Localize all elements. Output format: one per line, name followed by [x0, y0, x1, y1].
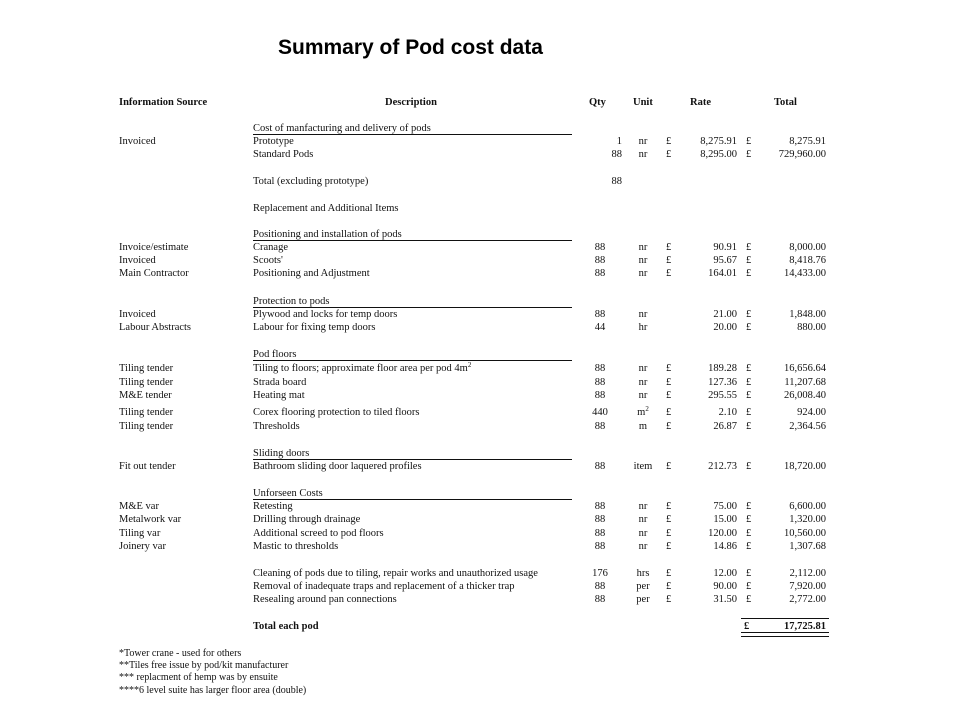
cell-description: Heating mat — [253, 390, 305, 401]
cell-qty: 176 — [592, 568, 608, 579]
cell-total-currency: £ — [746, 568, 752, 579]
section-heading: Sliding doors — [253, 448, 310, 459]
cell-total: 1,848.00 — [789, 309, 826, 320]
cell-qty: 88 — [594, 541, 606, 552]
cell-total: 729,960.00 — [778, 149, 826, 160]
cell-unit: hrs — [636, 568, 650, 579]
cell-description: Additional screed to pod floors — [253, 528, 384, 539]
cell-source: Tiling tender — [119, 421, 174, 432]
cell-unit: m — [638, 421, 648, 432]
cell-rate-currency: £ — [666, 541, 672, 552]
cell-rate-currency: £ — [666, 136, 672, 147]
cell-rate: 26.87 — [713, 421, 737, 432]
cell-qty: 88 — [594, 528, 606, 539]
cell-rate-currency: £ — [666, 461, 672, 472]
column-header-rate: Rate — [690, 97, 711, 108]
cell-total: 880.00 — [797, 322, 826, 333]
cell-rate: 8,275.91 — [700, 136, 737, 147]
cell-rate: 212.73 — [708, 461, 737, 472]
cell-total-currency: £ — [746, 407, 752, 418]
cell-description: Prototype — [253, 136, 294, 147]
footnote: *Tower crane - used for others — [119, 648, 242, 659]
cell-description: Scoots' — [253, 255, 283, 266]
cell-description: Corex flooring protection to tiled floors — [253, 407, 420, 418]
cell-total-currency: £ — [746, 136, 752, 147]
cell-qty: 88 — [594, 501, 606, 512]
cell-total-currency: £ — [746, 363, 752, 374]
cell-rate: 189.28 — [708, 363, 737, 374]
cell-description: Removal of inadequate traps and replacement of a thicker trap — [253, 581, 515, 592]
section-rule — [253, 240, 572, 241]
cell-qty: 440 — [592, 407, 608, 418]
cell-source: Invoiced — [119, 136, 156, 147]
cell-rate-currency: £ — [666, 501, 672, 512]
cell-rate: 295.55 — [708, 390, 737, 401]
cell-qty: 88 — [594, 390, 606, 401]
cell-total: 18,720.00 — [784, 461, 826, 472]
cell-total-currency: £ — [746, 242, 752, 253]
cell-source: Fit out tender — [119, 461, 176, 472]
cell-qty: 88 — [594, 514, 606, 525]
cell-rate-currency: £ — [666, 581, 672, 592]
cell-rate-currency: £ — [666, 568, 672, 579]
superscript-floor-area: 2 — [467, 361, 472, 369]
column-header-unit: Unit — [633, 97, 653, 108]
cell-rate-currency: £ — [666, 594, 672, 605]
cell-description: Tiling to floors; approximate floor area per pod $4m^2$ — [253, 361, 472, 374]
cell-source: Joinery var — [119, 541, 166, 552]
cell-rate-currency: £ — [666, 149, 672, 160]
cell-unit: per — [636, 594, 650, 605]
superscript-corex-unit: 2 — [645, 405, 649, 413]
cell-qty: 88 — [611, 176, 622, 187]
total-each-pod-value: 17,725.81 — [784, 621, 826, 632]
cell-rate: 14.86 — [713, 541, 737, 552]
cell-total-currency: £ — [746, 594, 752, 605]
cell-description: Plywood and locks for temp doors — [253, 309, 398, 320]
cell-description: Standard Pods — [253, 149, 314, 160]
cell-unit: nr — [638, 309, 648, 320]
cell-total-currency: £ — [746, 514, 752, 525]
cell-description: Replacement and Additional Items — [253, 203, 399, 214]
cell-rate: 90.91 — [713, 242, 737, 253]
cell-total: 924.00 — [797, 407, 826, 418]
cell-unit: nr — [638, 149, 648, 160]
cell-unit: nr — [638, 390, 648, 401]
cell-total-currency: £ — [746, 421, 752, 432]
cell-rate-currency: £ — [666, 390, 672, 401]
cell-source: Tiling tender — [119, 363, 174, 374]
cell-description: Cranage — [253, 242, 288, 253]
cell-total-currency: £ — [746, 149, 752, 160]
cell-source: M&E var — [119, 501, 159, 512]
cell-qty: 1 — [616, 136, 622, 147]
cell-rate-currency: £ — [666, 255, 672, 266]
cell-rate: 12.00 — [713, 568, 737, 579]
cell-qty: 88 — [594, 255, 606, 266]
column-header-source: Information Source — [119, 97, 208, 108]
cell-rate: 8,295.00 — [700, 149, 737, 160]
cell-total: 8,000.00 — [789, 242, 826, 253]
cell-rate-currency: £ — [666, 528, 672, 539]
cell-unit: hr — [638, 322, 648, 333]
section-rule — [253, 499, 572, 500]
cell-qty: 88 — [594, 461, 606, 472]
cell-unit: item — [633, 461, 653, 472]
footnote: *** replacment of hemp was by ensuite — [119, 672, 278, 683]
cell-description: Total (excluding prototype) — [253, 176, 369, 187]
cell-qty: 88 — [594, 363, 606, 374]
cell-total-currency: £ — [746, 377, 752, 388]
cell-qty: 88 — [594, 594, 606, 605]
cell-source: Invoiced — [119, 255, 156, 266]
cell-rate-currency: £ — [666, 268, 672, 279]
cell-rate: 21.00 — [713, 309, 737, 320]
cell-total: 1,320.00 — [789, 514, 826, 525]
cell-source: Labour Abstracts — [119, 322, 192, 333]
cell-rate-currency: £ — [666, 377, 672, 388]
cell-total: 2,772.00 — [789, 594, 826, 605]
cell-rate: 90.00 — [713, 581, 737, 592]
cell-source: Tiling tender — [119, 377, 174, 388]
cell-total-currency: £ — [746, 255, 752, 266]
cell-total: 6,600.00 — [789, 501, 826, 512]
cell-total-currency: £ — [746, 581, 752, 592]
section-heading: Unforseen Costs — [253, 488, 323, 499]
cell-unit: nr — [638, 541, 648, 552]
cell-rate: 20.00 — [713, 322, 737, 333]
cell-unit: nr — [638, 136, 648, 147]
cell-qty: 44 — [594, 322, 606, 333]
cell-total: 16,656.64 — [784, 363, 826, 374]
section-heading: Positioning and installation of pods — [253, 229, 402, 240]
cell-unit: nr — [638, 242, 648, 253]
column-header-qty: Qty — [589, 97, 606, 108]
column-header-description: Description — [385, 97, 437, 108]
cell-rate-currency: £ — [666, 242, 672, 253]
cell-total: 8,418.76 — [789, 255, 826, 266]
cell-rate: 31.50 — [713, 594, 737, 605]
cell-rate-currency: £ — [666, 421, 672, 432]
section-heading: Cost of manfacturing and delivery of pods — [253, 123, 431, 134]
cell-qty: 88 — [594, 581, 606, 592]
cell-source: Invoiced — [119, 309, 156, 320]
section-heading: Protection to pods — [253, 296, 330, 307]
cell-source: Tiling tender — [119, 407, 174, 418]
cell-qty: 88 — [611, 149, 622, 160]
cell-qty: 88 — [594, 421, 606, 432]
cell-source: Invoice/estimate — [119, 242, 189, 253]
cell-total-currency: £ — [746, 390, 752, 401]
cell-source: M&E tender — [119, 390, 172, 401]
footnote: **Tiles free issue by pod/kit manufacturer — [119, 660, 289, 671]
cell-unit: $m^2$ — [637, 405, 649, 418]
cell-rate-currency: £ — [666, 363, 672, 374]
cell-description: Retesting — [253, 501, 293, 512]
cell-source: Main Contractor — [119, 268, 189, 279]
cell-rate: 2.10 — [718, 407, 737, 418]
cell-unit: per — [636, 581, 650, 592]
total-top-rule — [741, 618, 829, 619]
cell-description: Thresholds — [253, 421, 300, 432]
cell-unit: nr — [638, 514, 648, 525]
cell-total-currency: £ — [746, 501, 752, 512]
cell-unit: nr — [638, 363, 648, 374]
cell-description: Bathroom sliding door laquered profiles — [253, 461, 422, 472]
cell-total-currency: £ — [746, 309, 752, 320]
cell-rate: 164.01 — [708, 268, 737, 279]
cell-unit: nr — [638, 501, 648, 512]
cell-rate-currency: £ — [666, 407, 672, 418]
cell-unit: nr — [638, 255, 648, 266]
cell-description: Labour for fixing temp doors — [253, 322, 376, 333]
cell-source: Tiling var — [119, 528, 161, 539]
total-each-pod-currency: £ — [744, 621, 750, 632]
cell-rate: 15.00 — [713, 514, 737, 525]
total-each-pod-label: Total each pod — [253, 621, 319, 632]
cell-total: 8,275.91 — [789, 136, 826, 147]
cell-description: Resealing around pan connections — [253, 594, 397, 605]
cell-qty: 88 — [594, 242, 606, 253]
cell-qty: 88 — [594, 268, 606, 279]
cell-total: 7,920.00 — [789, 581, 826, 592]
cell-total-currency: £ — [746, 322, 752, 333]
cell-total: 1,307.68 — [789, 541, 826, 552]
section-rule — [253, 134, 572, 135]
cell-rate: 75.00 — [713, 501, 737, 512]
cell-description: Strada board — [253, 377, 307, 388]
cell-unit: nr — [638, 377, 648, 388]
total-double-rule — [741, 632, 829, 637]
footnote: ****6 level suite has larger floor area (double) — [119, 685, 307, 696]
column-header-total: Total — [774, 97, 797, 108]
cell-total-currency: £ — [746, 461, 752, 472]
cell-total-currency: £ — [746, 528, 752, 539]
cell-unit: nr — [638, 268, 648, 279]
cell-description: Mastic to thresholds — [253, 541, 339, 552]
cell-unit: nr — [638, 528, 648, 539]
cell-total: 2,364.56 — [789, 421, 826, 432]
cell-description: Cleaning of pods due to tiling, repair works and unauthorized usage — [253, 568, 538, 579]
cell-rate: 120.00 — [708, 528, 737, 539]
section-rule — [253, 360, 572, 361]
cell-total: 2,112.00 — [789, 568, 826, 579]
section-heading: Pod floors — [253, 349, 297, 360]
cell-total-currency: £ — [746, 541, 752, 552]
cell-total: 26,008.40 — [784, 390, 826, 401]
cell-total: 14,433.00 — [784, 268, 826, 279]
cell-qty: 88 — [594, 309, 606, 320]
cell-qty: 88 — [594, 377, 606, 388]
cell-description: Positioning and Adjustment — [253, 268, 370, 279]
cell-total-currency: £ — [746, 268, 752, 279]
cell-rate-currency: £ — [666, 514, 672, 525]
page-title: Summary of Pod cost data — [278, 36, 543, 59]
cell-total: 11,207.68 — [784, 377, 826, 388]
cell-source: Metalwork var — [119, 514, 182, 525]
cell-rate: 95.67 — [713, 255, 737, 266]
cell-total: 10,560.00 — [784, 528, 826, 539]
cell-description: Drilling through drainage — [253, 514, 361, 525]
cell-rate: 127.36 — [708, 377, 737, 388]
